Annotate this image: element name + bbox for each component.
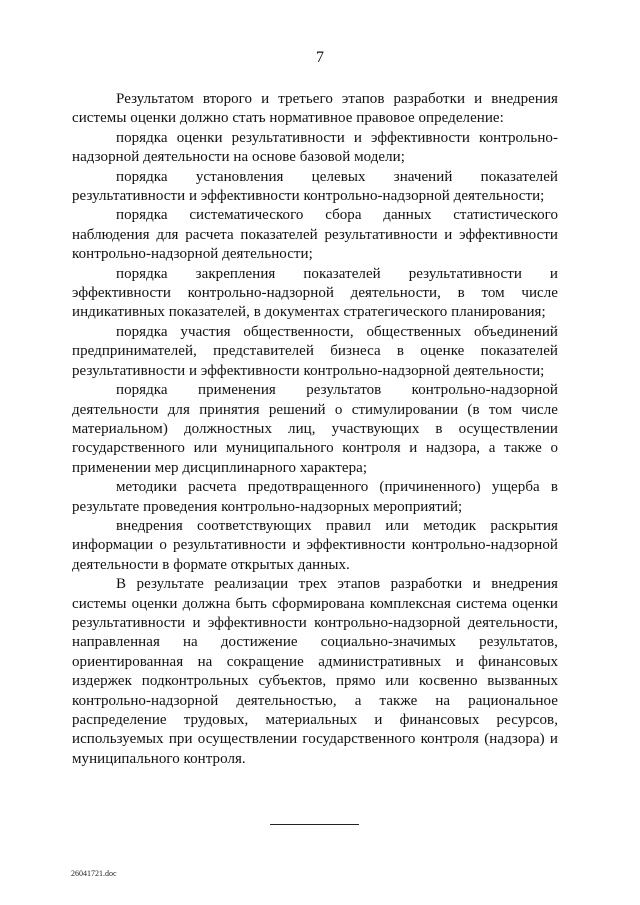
list-item-public-participation: порядка участия общественности, общественных объединений предпринимателей, представителей бизнеса в оценке показателей результативности и эффективности контрольно-надзорной деятельности; [72, 323, 558, 379]
paragraph-intro: Результатом второго и третьего этапов разработки и внедрения системы оценки должно стать нормативное правовое определение: [72, 91, 558, 127]
list-item-target-values: порядка установления целевых значений показателей результативности и эффективности контрольно-надзорной деятельности; [72, 168, 558, 205]
footer-filename: 26041721.doc [71, 869, 117, 878]
page-number: 7 [316, 49, 324, 66]
paragraph-conclusion: В результате реализации трех этапов разработки и внедрения системы оценки должна быть сформирована комплексная система оценки результативности и эффективности контрольно-надзорной деятельности, направленная на достижение социально-значимых результатов, ориентированная на сокращение административных и финансовых издержек подконтрольных субъектов, прямо или косвенно вызванных контрольно-надзорной деятельностью, а также на рациональное распределение трудовых, материальных и финансовых ресурсов, используемых при осуществлении государственного контроля (надзора) и муниципального контроля. [72, 576, 558, 767]
list-item-incentives: порядка применения результатов контрольно-надзорной деятельности для принятия решений о стимулировании (в том числе материальном) должностных лиц, участвующих в осуществлении государственного или муниципального контроля и надзора, а также о применении мер дисциплинарного характера; [72, 382, 558, 476]
list-item-data-collection: порядка систематического сбора данных статистического наблюдения для расчета показателей результативности и эффективности контрольно-надзорной деятельности; [72, 207, 558, 263]
list-item-indicator-assignment: порядка закрепления показателей результативности и эффективности контрольно-надзорной деятельности, в том числе индикативных показателей, в документах стратегического планирования; [72, 265, 558, 321]
end-of-text-rule [270, 824, 359, 825]
document-body [72, 90, 558, 769]
list-item-open-data: внедрения соответствующих правил или методик раскрытия информации о результативности и эффективности контрольно-надзорной деятельности в формате открытых данных. [72, 517, 558, 573]
list-item-damage-methodology: методики расчета предотвращенного (причиненного) ущерба в результате проведения контрольно-надзорных мероприятий; [72, 479, 558, 515]
list-item-assessment-procedure: порядка оценки результативности и эффективности контрольно-надзорной деятельности на основе базовой модели; [72, 129, 558, 166]
